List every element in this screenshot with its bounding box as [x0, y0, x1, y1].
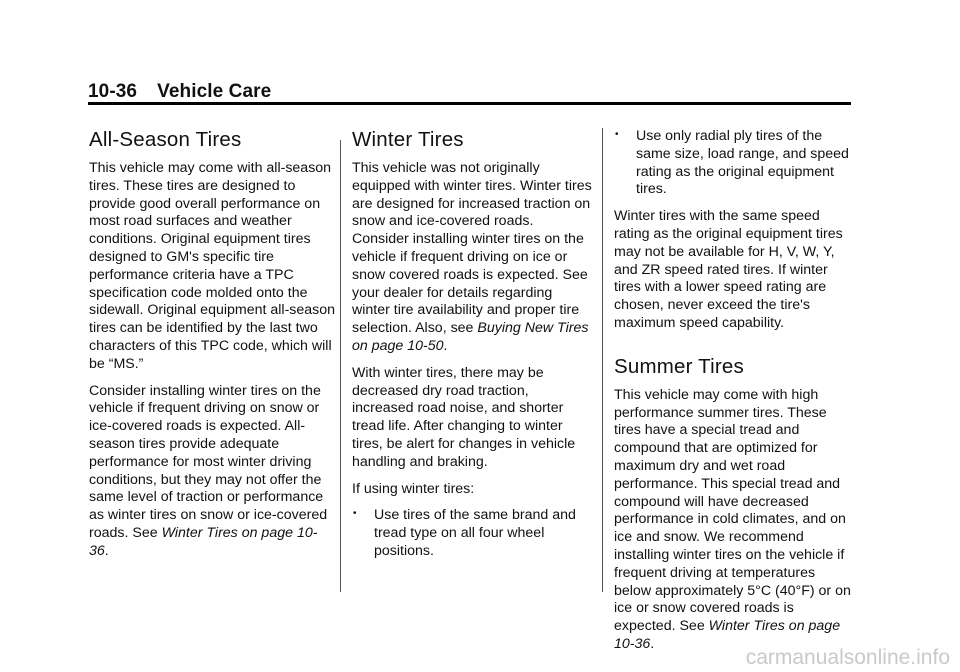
winter-p1-text: This vehicle was not originally equipped with winter tires. Winter tires are designed for increased traction on snow and ice-covered roads. Consider installing winter tires on the vehicle if frequent driving on ice or snow covered roads is expected. See your dealer for details regarding winter tire availability and proper tire selection. Also, see: [352, 160, 592, 337]
bullet-icon: •: [615, 129, 619, 140]
summer-p1-text: This vehicle may come with high performance summer tires. These tires have a special tread and compound that are optimized for maximum dry and wet road performance. This special tread and compound will have decreased performance in cold climates, and on ice and snow. We recommend installing winter tires on the vehicle if frequent driving at temperatures below approximately 5°C (40°F) or on ice or snow covered roads is expected. See: [614, 386, 851, 635]
bullet-icon: •: [353, 508, 357, 520]
bullet-text: Use tires of the same brand and tread type on all four wheel positions.: [374, 507, 576, 559]
column-1: [89, 128, 337, 570]
list-item: [614, 128, 856, 199]
all-season-paragraph-1: This vehicle may come with all-season tires. These tires are designed to provide good overall performance on most road surfaces and weather conditions. Original equipment tires designed to GM's specific tire performance criteria have a TPC specification code molded onto the sidewall. Original equipment all-season tires can be identified by the last two characters of this TPC code, which will be “MS.”: [89, 160, 336, 372]
summer-paragraph-1: [614, 387, 856, 654]
summer-p1-end: .: [650, 635, 655, 652]
all-season-p2-text: Consider installing winter tires on the vehicle if frequent driving on snow or ice-covered roads is expected. All-season tires provide adequate performance for most winter driving conditions, but they may not offer the same level of traction or performance as winter tires on snow or ice-covered roads. See: [89, 382, 328, 541]
section-number: 10-36: [88, 81, 138, 102]
winter-heading: Winter Tires: [352, 128, 464, 151]
winter-paragraph-3: If using winter tires:: [352, 480, 475, 497]
section-title: Vehicle Care: [157, 81, 272, 102]
winter-paragraph-1: [352, 160, 592, 356]
winter-p1-end: .: [443, 337, 448, 354]
column-divider-1: [340, 140, 341, 592]
column-3: [614, 128, 856, 663]
page-header: [88, 81, 271, 103]
winter-bullet-list-continued: [614, 128, 856, 199]
watermark: carmanualsonline.info: [745, 646, 950, 669]
winter-bullet-list: [352, 507, 592, 560]
winter-tires-link[interactable]: Winter Tires on page 10-36: [89, 524, 318, 559]
list-item: [352, 507, 592, 560]
bullet-text: Use only radial ply tires of the same size, load range, and speed rating as the original equipment tires.: [636, 128, 849, 198]
summer-heading: Summer Tires: [614, 354, 744, 378]
all-season-heading: All-Season Tires: [89, 128, 242, 151]
column-2: [352, 128, 592, 570]
column-divider-2: [602, 128, 603, 592]
winter-paragraph-4: Winter tires with the same speed rating as the original equipment tires may not be available for H, V, W, Y, and ZR speed rated tires. If winter tires with a lower speed rating are chosen, never exceed the tire's maximum speed capability.: [614, 208, 843, 331]
buying-new-tires-link[interactable]: Buying New Tires on page 10-50: [352, 320, 589, 354]
all-season-paragraph-2: [89, 383, 337, 561]
winter-tires-link-2[interactable]: Winter Tires on page 10-36: [614, 618, 841, 652]
all-season-p2-end: .: [104, 542, 109, 559]
winter-paragraph-2: With winter tires, there may be decreased dry road traction, increased road noise, and shorter tread life. After changing to winter tires, be alert for changes in vehicle handling and braking.: [352, 364, 576, 470]
header-rule: [88, 102, 851, 105]
